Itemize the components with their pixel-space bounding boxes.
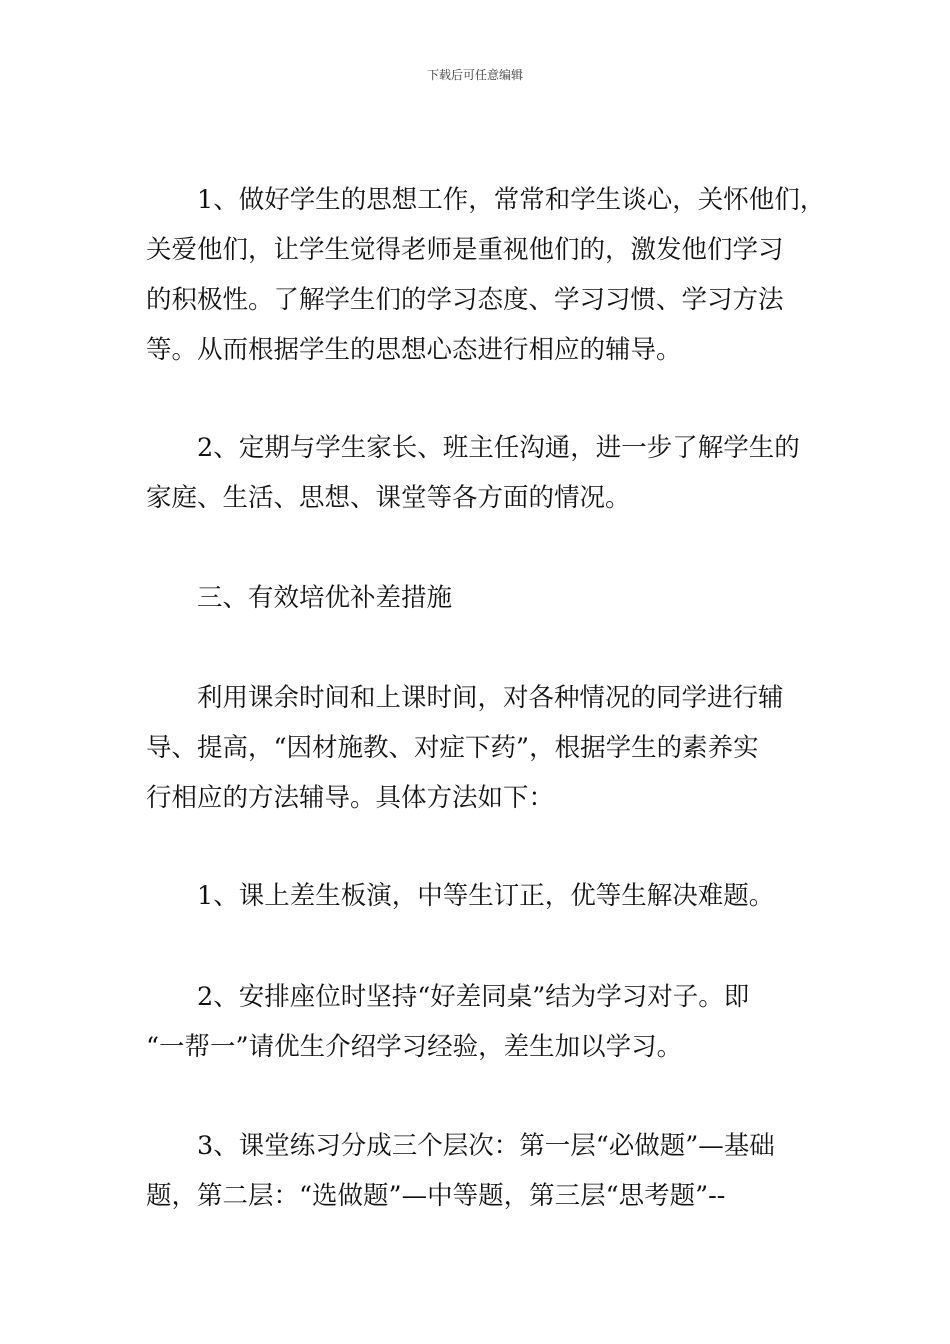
- text-line: 2、安排座位时坚持“好差同桌”结为学习对子。即: [146, 982, 750, 1012]
- text-line: 1、课上差生板演，中等生订正，优等生解决难题。: [146, 881, 775, 911]
- text-line: 1、做好学生的思想工作，常常和学生谈心，关怀他们，: [146, 185, 826, 215]
- text-line: 的积极性。了解学生们的学习态度、学习习惯、学习方法: [146, 285, 784, 315]
- text-line: 导、提高，“因材施教、对症下药”，根据学生的素养实: [146, 733, 759, 763]
- section-heading: 三、有效培优补差措施: [146, 583, 453, 613]
- text-line: 利用课余时间和上课时间，对各种情况的同学进行辅: [146, 683, 784, 713]
- text-line: “一帮一”请优生介绍学习经验，差生加以学习。: [146, 1032, 683, 1062]
- text-line: 题，第二层：“选做题”—中等题，第三层“思考题”--: [146, 1181, 726, 1211]
- text-line: 2、定期与学生家长、班主任沟通，进一步了解学生的: [146, 433, 800, 463]
- page-header-note: 下载后可任意编辑: [426, 68, 523, 82]
- text-line: 行相应的方法辅导。具体方法如下：: [146, 783, 555, 813]
- text-line: 关爱他们，让学生觉得老师是重视他们的，激发他们学习: [146, 235, 784, 265]
- text-line: 3、课堂练习分成三个层次：第一层“必做题”—基础: [146, 1131, 775, 1161]
- text-line: 等。从而根据学生的思想心态进行相应的辅导。: [146, 335, 682, 365]
- text-line: 家庭、生活、思想、课堂等各方面的情况。: [146, 483, 631, 513]
